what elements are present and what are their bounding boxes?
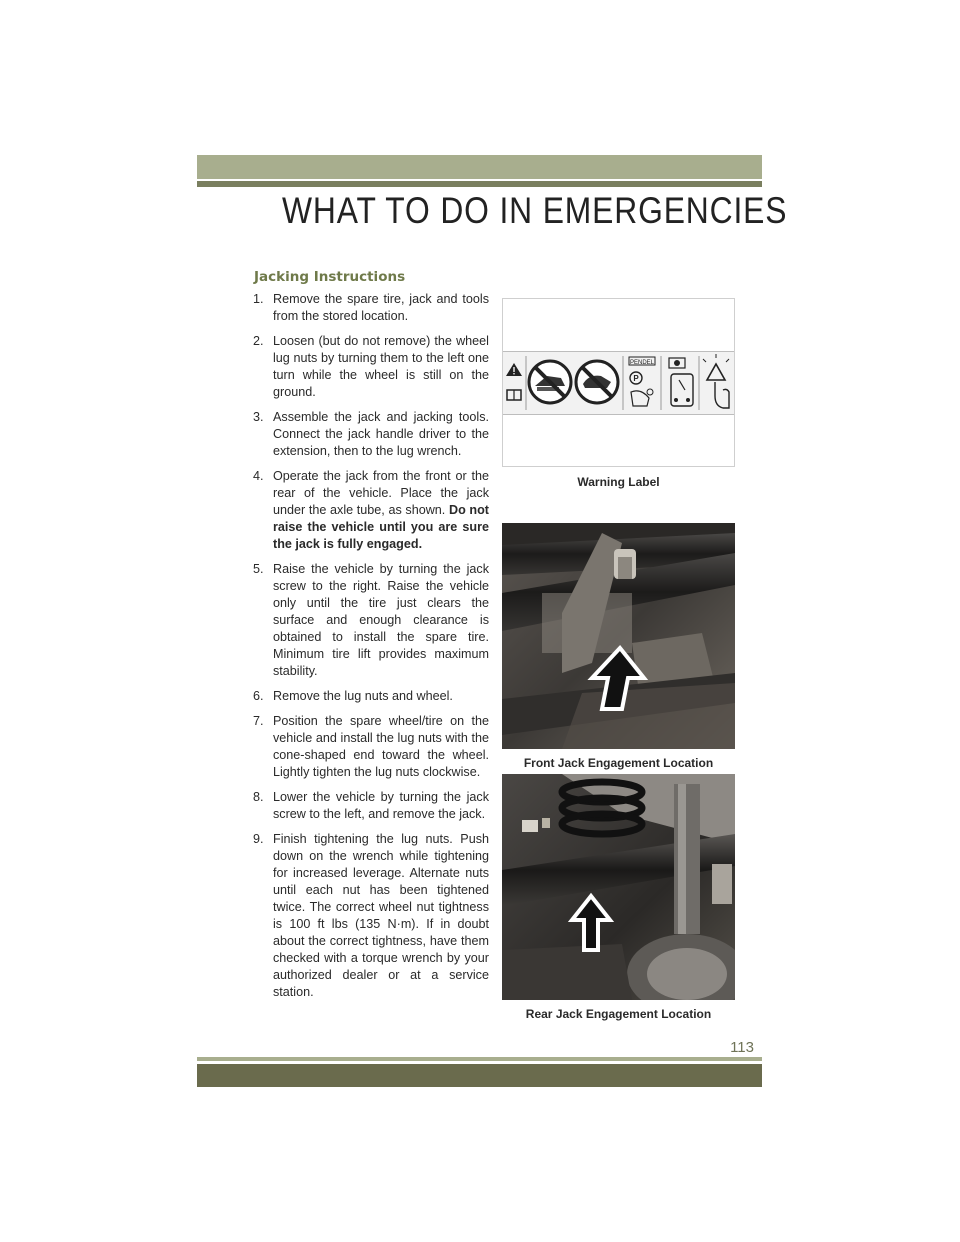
- step-text: Remove the lug nuts and wheel.: [273, 689, 453, 703]
- step-number: 1.: [253, 292, 264, 306]
- front-jack-caption: Front Jack Engagement Location: [523, 756, 714, 770]
- warning-label-decal: [503, 351, 734, 415]
- page-number: 113: [730, 1039, 754, 1056]
- warning-label-caption: Warning Label: [577, 475, 660, 489]
- jack-placement-icon: [669, 358, 693, 406]
- step-item: [253, 789, 489, 823]
- step-number: 6.: [253, 689, 264, 703]
- jacking-steps-list: [253, 291, 489, 1009]
- step-warning-text: Do not raise the vehicle until you are sure the jack is fully engaged.: [273, 503, 489, 551]
- warning-triangle-icon: [506, 363, 522, 376]
- section-title: WHAT TO DO IN EMERGENCIES: [282, 190, 788, 231]
- manual-book-icon: [507, 390, 521, 400]
- step-item: [253, 561, 489, 680]
- svg-text:P: P: [633, 374, 639, 383]
- rear-jack-photo: [502, 774, 735, 1000]
- step-text: Lower the vehicle by turning the jack screw to the left, and remove the jack.: [273, 790, 489, 821]
- rear-jack-caption: Rear Jack Engagement Location: [525, 1007, 712, 1021]
- footer-band: [197, 1064, 762, 1087]
- header-band: [197, 155, 762, 179]
- step-text: Loosen (but do not remove) the wheel lug nuts by turning them to the left one turn while the wheel is still on the ground.: [273, 334, 489, 399]
- no-start-engine-icon: [576, 361, 618, 403]
- decal-label-text: PENDEL: [629, 360, 655, 366]
- step-item: [253, 291, 489, 325]
- step-item: [253, 831, 489, 1001]
- step-item: [253, 688, 489, 705]
- subsection-heading: Jacking Instructions: [254, 269, 406, 285]
- step-item: [253, 333, 489, 401]
- front-jack-photo: [502, 523, 735, 749]
- no-crawl-under-icon: [529, 361, 571, 403]
- hazard-flasher-icon: [703, 354, 729, 408]
- step-number: 3.: [253, 410, 264, 424]
- step-item: [253, 713, 489, 781]
- step-number: 8.: [253, 790, 264, 804]
- step-text: Remove the spare tire, jack and tools from the stored location.: [273, 292, 489, 323]
- step-number: 9.: [253, 832, 264, 846]
- step-text: Raise the vehicle by turning the jack screw to the right. Raise the vehicle only until the tire just clears the surface and enough clearance is obtained to install the spare tire. Minimum tire lift provides maximum stability.: [273, 562, 489, 678]
- step-number: 7.: [253, 714, 264, 728]
- step-item: [253, 409, 489, 460]
- step-text: Finish tightening the lug nuts. Push down on the wrench while tightening for increased leverage. Alternate nuts until each nut has been tightened twice. The correct wheel nut tightness is 100 ft lbs (135 N·m). If in doubt about the correct tightness, have them checked with a torque wrench by your authorized dealer or at a service station.: [273, 832, 489, 999]
- step-number: 5.: [253, 562, 264, 576]
- step-text: Operate the jack from the front or the rear of the vehicle. Place the jack under the axle tube, as shown.: [273, 469, 489, 517]
- park-brake-icon: [629, 357, 655, 406]
- header-rule: [197, 181, 762, 187]
- step-text: Position the spare wheel/tire on the vehicle and install the lug nuts with the cone-shaped end toward the wheel. Lightly tighten the lug nuts clockwise.: [273, 714, 489, 779]
- step-text: Assemble the jack and jacking tools. Connect the jack handle driver to the extension, then to the lug wrench.: [273, 410, 489, 458]
- step-number: 2.: [253, 334, 264, 348]
- footer-rule: [197, 1057, 762, 1061]
- step-item: [253, 468, 489, 553]
- step-number: 4.: [253, 469, 264, 483]
